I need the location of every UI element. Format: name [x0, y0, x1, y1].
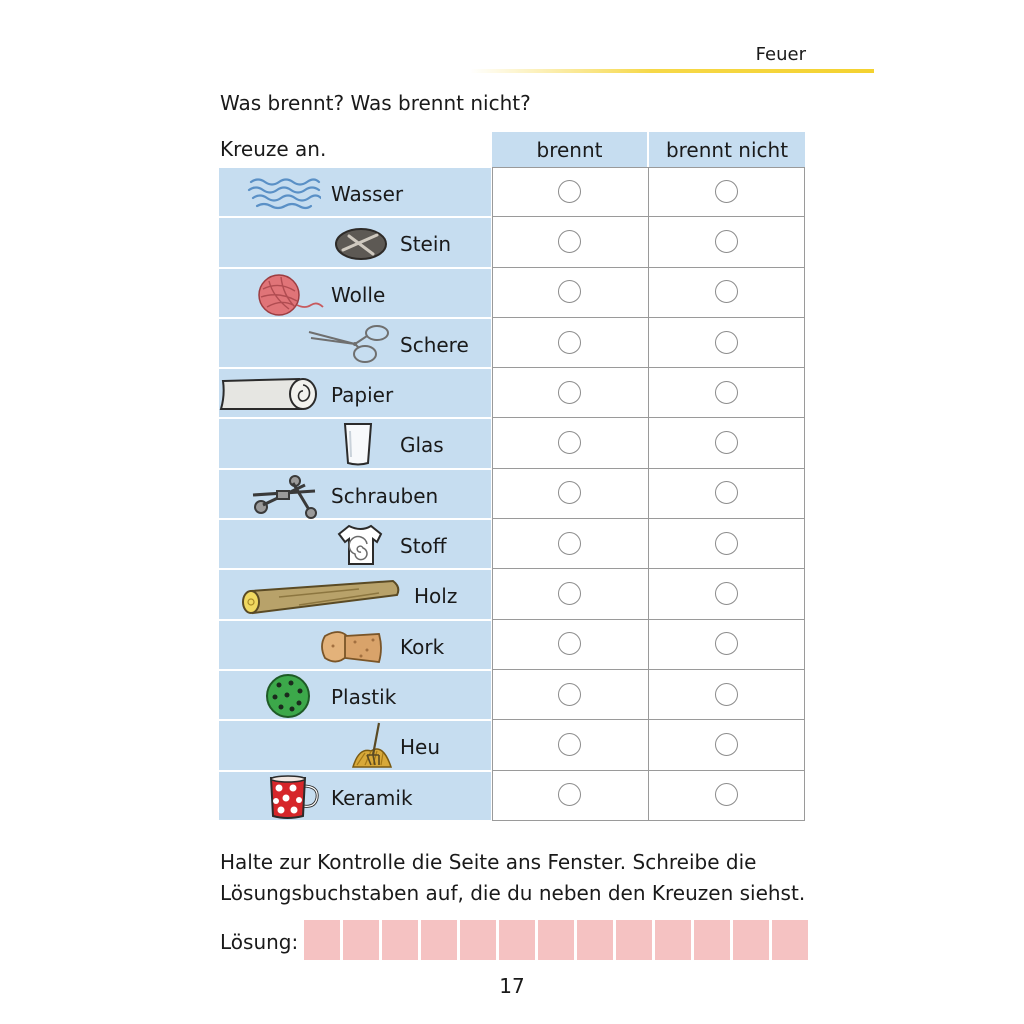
drinking-glass-icon — [341, 421, 375, 467]
does-not-burn-radio[interactable] — [715, 431, 738, 454]
burns-radio[interactable] — [558, 280, 581, 303]
scissors-icon — [307, 322, 393, 366]
burns-radio[interactable] — [558, 481, 581, 504]
water-waves-icon — [247, 172, 321, 212]
table-row — [219, 620, 806, 670]
burns-radio[interactable] — [558, 532, 581, 555]
material-table — [219, 167, 806, 821]
item-label: Kork — [400, 634, 445, 659]
does-not-burn-radio[interactable] — [715, 683, 738, 706]
table-row — [219, 569, 806, 619]
solution-letter-box[interactable] — [694, 920, 730, 960]
table-row — [219, 670, 806, 720]
solution-letter-box[interactable] — [733, 920, 769, 960]
item-label: Heu — [400, 735, 441, 760]
does-not-burn-radio[interactable] — [715, 733, 738, 756]
stone-icon — [333, 226, 389, 262]
item-label-cell — [219, 772, 491, 820]
item-label-cell — [219, 621, 491, 669]
solution-letter-box[interactable] — [538, 920, 574, 960]
item-label: Stein — [400, 232, 452, 257]
burns-radio[interactable] — [558, 381, 581, 404]
item-label-cell — [219, 419, 491, 467]
does-not-burn-radio[interactable] — [715, 481, 738, 504]
item-label: Glas — [400, 433, 444, 458]
table-row — [219, 217, 806, 267]
table-row — [219, 720, 806, 770]
item-label-cell — [219, 319, 491, 367]
header-rule — [470, 69, 874, 73]
page-section-title: Feuer — [755, 44, 806, 65]
table-row — [219, 268, 806, 318]
does-not-burn-radio[interactable] — [715, 331, 738, 354]
item-label: Keramik — [331, 785, 413, 810]
item-label-cell — [219, 721, 491, 769]
instruction-text: Kreuze an. — [220, 137, 327, 161]
item-label: Wolle — [331, 282, 386, 307]
table-row — [219, 519, 806, 569]
burns-radio[interactable] — [558, 733, 581, 756]
solution-letter-box[interactable] — [577, 920, 613, 960]
does-not-burn-radio[interactable] — [715, 783, 738, 806]
column-header-does-not-burn: brennt nicht — [649, 132, 805, 167]
solution-letter-box[interactable] — [616, 920, 652, 960]
footer-instructions — [220, 847, 805, 909]
item-label-cell — [219, 520, 491, 568]
does-not-burn-radio[interactable] — [715, 381, 738, 404]
burns-radio[interactable] — [558, 783, 581, 806]
table-row — [219, 469, 806, 519]
t-shirt-icon — [333, 522, 383, 568]
table-row — [219, 418, 806, 468]
paper-roll-icon — [219, 375, 319, 413]
page-number: 17 — [499, 974, 525, 998]
item-label-cell — [219, 671, 491, 719]
does-not-burn-radio[interactable] — [715, 532, 738, 555]
item-label-cell — [219, 369, 491, 417]
solution-letter-box[interactable] — [382, 920, 418, 960]
footer-line-2: Lösungsbuchstaben auf, die du neben den Kreuzen siehst. — [220, 881, 806, 905]
table-row — [219, 318, 806, 368]
solution-letter-box[interactable] — [655, 920, 691, 960]
burns-radio[interactable] — [558, 632, 581, 655]
does-not-burn-radio[interactable] — [715, 280, 738, 303]
solution-letter-box[interactable] — [421, 920, 457, 960]
item-label: Holz — [414, 584, 458, 609]
burns-radio[interactable] — [558, 331, 581, 354]
item-label-cell — [219, 218, 491, 266]
does-not-burn-radio[interactable] — [715, 582, 738, 605]
item-label: Stoff — [400, 534, 447, 559]
item-label: Wasser — [331, 182, 404, 206]
screws-icon — [249, 473, 323, 519]
item-label: Plastik — [331, 684, 397, 709]
item-label-cell — [219, 470, 491, 518]
item-label-cell — [219, 570, 491, 618]
question-heading: Was brennt? Was brennt nicht? — [220, 91, 531, 115]
yarn-ball-icon — [255, 271, 327, 319]
item-label-cell — [219, 269, 491, 317]
solution-letter-box[interactable] — [772, 920, 808, 960]
solution-letter-box[interactable] — [304, 920, 340, 960]
item-label: Schere — [400, 332, 469, 357]
does-not-burn-radio[interactable] — [715, 230, 738, 253]
table-row — [219, 167, 806, 217]
solution-label: Lösung: — [220, 930, 299, 954]
burns-radio[interactable] — [558, 683, 581, 706]
solution-letter-box[interactable] — [499, 920, 535, 960]
column-header-burns: brennt — [492, 132, 647, 167]
burns-radio[interactable] — [558, 582, 581, 605]
burns-radio[interactable] — [558, 230, 581, 253]
solution-boxes — [304, 920, 808, 960]
solution-letter-box[interactable] — [343, 920, 379, 960]
footer-line-1: Halte zur Kontrolle die Seite ans Fenster. Schreibe die — [220, 850, 757, 874]
burns-radio[interactable] — [558, 180, 581, 203]
ceramic-mug-icon — [267, 774, 323, 820]
item-label: Schrauben — [331, 483, 439, 508]
item-label-cell — [219, 168, 491, 216]
item-label: Papier — [331, 383, 394, 408]
table-row — [219, 771, 806, 821]
does-not-burn-radio[interactable] — [715, 180, 738, 203]
solution-letter-box[interactable] — [460, 920, 496, 960]
cork-icon — [321, 626, 385, 668]
wooden-log-icon — [239, 577, 403, 617]
burns-radio[interactable] — [558, 431, 581, 454]
does-not-burn-radio[interactable] — [715, 632, 738, 655]
plastic-ball-icon — [265, 673, 311, 719]
table-row — [219, 368, 806, 418]
hay-fork-icon — [349, 721, 395, 771]
